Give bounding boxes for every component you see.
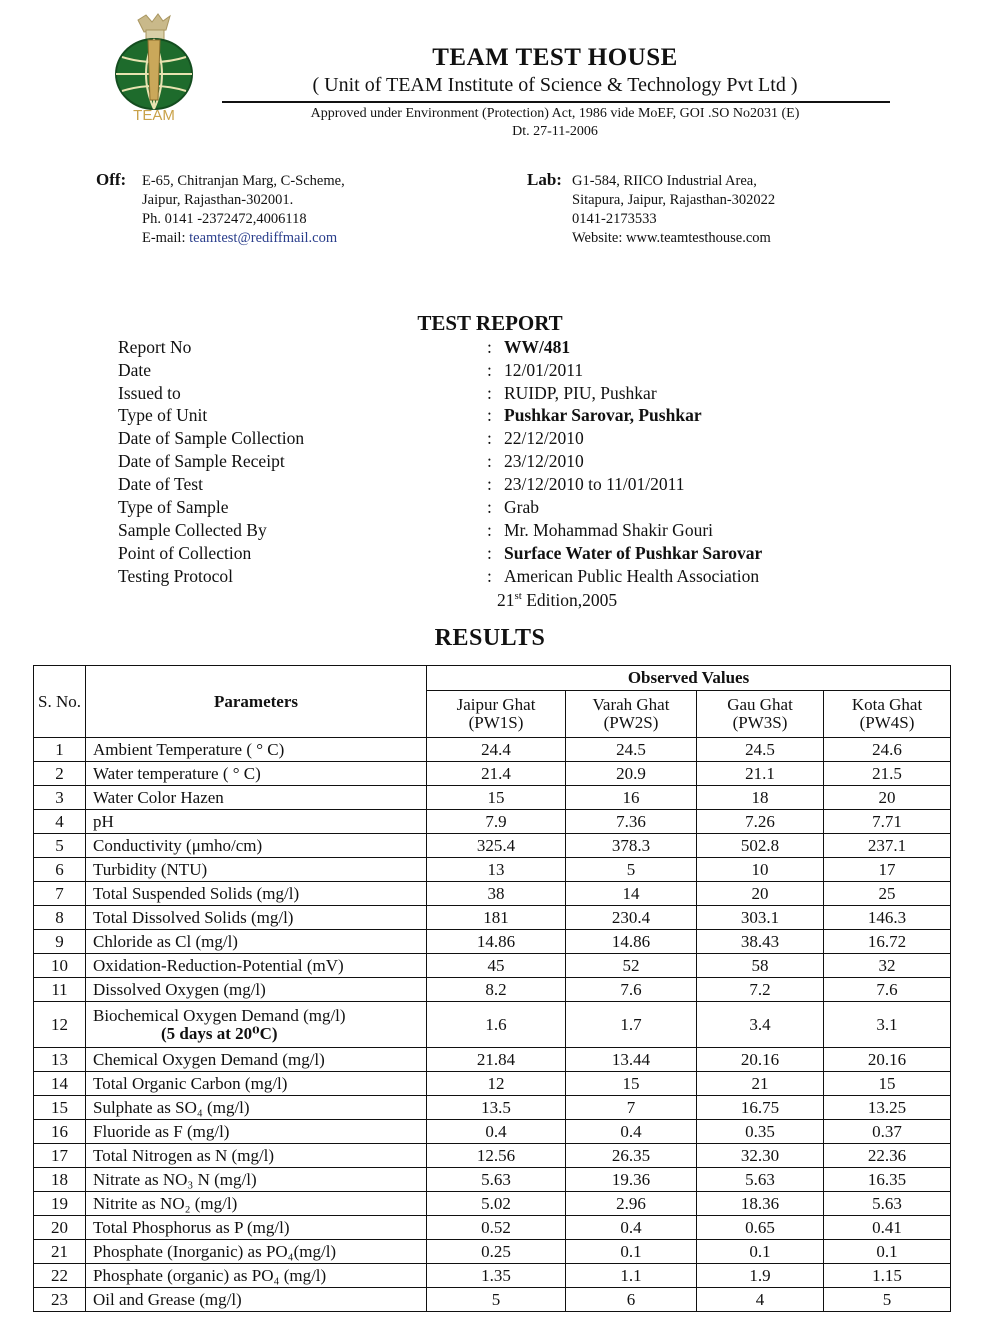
table-row xyxy=(34,1264,951,1288)
table-row xyxy=(34,1072,951,1096)
type-of-unit: Pushkar Sarovar, Pushkar xyxy=(504,405,702,425)
approval-date: Dt. 27-11-2006 xyxy=(512,124,598,139)
field-label: Date of Sample Collection xyxy=(118,428,305,448)
observed-value: 3.4 xyxy=(697,1002,824,1048)
observed-value: 0.52 xyxy=(427,1216,566,1240)
observed-value: 4 xyxy=(697,1288,824,1312)
collection-date: 22/12/2010 xyxy=(504,428,584,448)
observed-value: 21 xyxy=(697,1072,824,1096)
observed-value: 13.5 xyxy=(427,1096,566,1120)
site-name: Gau Ghat xyxy=(727,695,793,714)
field-label: Date of Test xyxy=(118,474,203,494)
row-number: 4 xyxy=(34,810,86,834)
field-colon: : xyxy=(487,497,492,517)
row-number: 18 xyxy=(34,1168,86,1192)
parameter-name: Oxidation-Reduction-Potential (mV) xyxy=(86,954,427,978)
row-number: 10 xyxy=(34,954,86,978)
parameter-name: Sulphate as SO₄ (mg/l) xyxy=(86,1096,427,1120)
table-row xyxy=(34,810,951,834)
site-name: Kota Ghat xyxy=(851,695,923,714)
results-title: RESULTS xyxy=(434,625,546,651)
row-number: 9 xyxy=(34,930,86,954)
table-row xyxy=(34,1216,951,1240)
observed-value: 20 xyxy=(697,882,824,906)
row-number: 1 xyxy=(34,738,86,762)
observed-value: 5 xyxy=(566,858,697,882)
observed-value: 0.4 xyxy=(566,1120,697,1144)
observed-value: 24.4 xyxy=(427,738,566,762)
observed-value: 25 xyxy=(824,882,951,906)
parameter-name: Total Suspended Solids (mg/l) xyxy=(86,882,427,906)
observed-value: 230.4 xyxy=(566,906,697,930)
site-code: (PW4S) xyxy=(859,713,915,732)
org-title: TEAM TEST HOUSE xyxy=(432,44,678,71)
issued-to: RUIDP, PIU, Pushkar xyxy=(504,383,657,403)
field-colon: : xyxy=(487,405,492,425)
svg-text:TEAM: TEAM xyxy=(133,107,175,124)
results-table xyxy=(33,665,951,1312)
observed-value: 15 xyxy=(427,786,566,810)
observed-value: 0.1 xyxy=(824,1240,951,1264)
site-header xyxy=(824,691,951,738)
parameter-name xyxy=(86,1002,427,1048)
email-link[interactable]: teamtest@rediffmail.com xyxy=(189,230,338,246)
observed-value: 38.43 xyxy=(697,930,824,954)
row-number: 14 xyxy=(34,1072,86,1096)
observed-value: 5.63 xyxy=(427,1168,566,1192)
office-line: E-65, Chitranjan Marg, C-Scheme, xyxy=(142,173,345,189)
field-label: Date xyxy=(118,360,152,380)
report-number: WW/481 xyxy=(504,337,571,357)
field-colon: : xyxy=(487,451,492,471)
parameter-name: pH xyxy=(86,810,427,834)
table-row xyxy=(34,858,951,882)
site-code: (PW1S) xyxy=(468,713,524,732)
table-row xyxy=(34,834,951,858)
observed-value: 5.63 xyxy=(824,1192,951,1216)
office-line: Ph. 0141 -2372472,4006118 xyxy=(142,211,307,227)
parameter-line: Biochemical Oxygen Demand (mg/l) xyxy=(93,1005,346,1025)
field-label: Date of Sample Receipt xyxy=(118,451,285,471)
field-label: Testing Protocol xyxy=(118,566,233,586)
row-number: 16 xyxy=(34,1120,86,1144)
row-number: 8 xyxy=(34,906,86,930)
report-title: TEST REPORT xyxy=(417,311,563,335)
table-row xyxy=(34,1002,951,1048)
observed-value: 32.30 xyxy=(697,1144,824,1168)
table-row xyxy=(34,1048,951,1072)
observed-value: 7.26 xyxy=(697,810,824,834)
observed-value: 19.36 xyxy=(566,1168,697,1192)
site-header xyxy=(427,691,566,738)
parameter-name: Ambient Temperature ( ° C) xyxy=(86,738,427,762)
parameter-name: Water Color Hazen xyxy=(86,786,427,810)
observed-value: 5 xyxy=(824,1288,951,1312)
observed-value: 10 xyxy=(697,858,824,882)
observed-value: 1.6 xyxy=(427,1002,566,1048)
observed-value: 1.7 xyxy=(566,1002,697,1048)
observed-value: 5 xyxy=(427,1288,566,1312)
parameter-name: Fluoride as F (mg/l) xyxy=(86,1120,427,1144)
observed-value: 325.4 xyxy=(427,834,566,858)
table-row xyxy=(34,1288,951,1312)
observed-value: 5.02 xyxy=(427,1192,566,1216)
row-number: 15 xyxy=(34,1096,86,1120)
observed-value: 17 xyxy=(824,858,951,882)
row-number: 6 xyxy=(34,858,86,882)
site-code: (PW3S) xyxy=(732,713,788,732)
observed-value: 18 xyxy=(697,786,824,810)
row-number: 21 xyxy=(34,1240,86,1264)
observed-value: 16.72 xyxy=(824,930,951,954)
parameter-name: Chloride as Cl (mg/l) xyxy=(86,930,427,954)
field-colon: : xyxy=(487,428,492,448)
observed-value: 58 xyxy=(697,954,824,978)
observed-value: 0.4 xyxy=(566,1216,697,1240)
observed-value: 20.16 xyxy=(824,1048,951,1072)
observed-value: 1.9 xyxy=(697,1264,824,1288)
row-number: 5 xyxy=(34,834,86,858)
observed-value: 20 xyxy=(824,786,951,810)
parameter-name: Phosphate (organic) as PO₄ (mg/l) xyxy=(86,1264,427,1288)
observed-value: 146.3 xyxy=(824,906,951,930)
parameter-name: Total Nitrogen as N (mg/l) xyxy=(86,1144,427,1168)
lab-label: Lab: xyxy=(527,170,562,189)
office-email-line xyxy=(142,229,345,248)
observed-value: 0.1 xyxy=(566,1240,697,1264)
parameter-name: Chemical Oxygen Demand (mg/l) xyxy=(86,1048,427,1072)
observed-value: 18.36 xyxy=(697,1192,824,1216)
observed-value: 0.1 xyxy=(697,1240,824,1264)
approval-text: Approved under Environment (Protection) Act, 1986 vide MoEF, GOI .SO No2031 (E) xyxy=(310,106,800,121)
parameters-header: Parameters xyxy=(86,666,427,738)
field-label: Type of Sample xyxy=(118,497,229,517)
observed-value: 21.1 xyxy=(697,762,824,786)
observed-value: 26.35 xyxy=(566,1144,697,1168)
edition-rest: Edition,2005 xyxy=(521,590,618,610)
sample-type: Grab xyxy=(504,497,539,517)
field-colon: : xyxy=(487,543,492,563)
observed-value: 2.96 xyxy=(566,1192,697,1216)
email-label: E-mail: xyxy=(142,230,186,246)
observed-value: 6 xyxy=(566,1288,697,1312)
field-colon: : xyxy=(487,566,492,586)
observed-value: 1.15 xyxy=(824,1264,951,1288)
observed-value: 0.35 xyxy=(697,1120,824,1144)
observed-value: 22.36 xyxy=(824,1144,951,1168)
observed-value: 13.44 xyxy=(566,1048,697,1072)
observed-value: 20.9 xyxy=(566,762,697,786)
field-colon: : xyxy=(487,474,492,494)
observed-value: 7.2 xyxy=(697,978,824,1002)
test-dates: 23/12/2010 to 11/01/2011 xyxy=(504,474,685,494)
observed-value: 303.1 xyxy=(697,906,824,930)
observed-value: 0.4 xyxy=(427,1120,566,1144)
table-row xyxy=(34,978,951,1002)
parameter-name: Total Phosphorus as P (mg/l) xyxy=(86,1216,427,1240)
observed-value: 21.4 xyxy=(427,762,566,786)
office-label: Off: xyxy=(96,170,127,189)
observed-value: 14.86 xyxy=(427,930,566,954)
table-row xyxy=(34,906,951,930)
table-row xyxy=(34,930,951,954)
observed-value: 14.86 xyxy=(566,930,697,954)
observed-value: 7.71 xyxy=(824,810,951,834)
field-label: Report No xyxy=(118,337,192,357)
field-label: Point of Collection xyxy=(118,543,252,563)
observed-value: 0.37 xyxy=(824,1120,951,1144)
lab-line: Sitapura, Jaipur, Rajasthan-302022 xyxy=(572,192,776,208)
field-label: Sample Collected By xyxy=(118,520,267,540)
site-header xyxy=(566,691,697,738)
field-label: Type of Unit xyxy=(118,405,208,425)
observed-value: 32 xyxy=(824,954,951,978)
observed-value: 20.16 xyxy=(697,1048,824,1072)
receipt-date: 23/12/2010 xyxy=(504,451,584,471)
observed-value: 13 xyxy=(427,858,566,882)
parameter-name: Conductivity (μmho/cm) xyxy=(86,834,427,858)
edition-suffix: st xyxy=(514,590,522,603)
row-number: 19 xyxy=(34,1192,86,1216)
field-colon: : xyxy=(487,337,492,357)
observed-value: 15 xyxy=(566,1072,697,1096)
parameter-name: Turbidity (NTU) xyxy=(86,858,427,882)
parameter-name: Water temperature ( ° C) xyxy=(86,762,427,786)
table-row xyxy=(34,1192,951,1216)
observed-value: 5.63 xyxy=(697,1168,824,1192)
observed-value: 181 xyxy=(427,906,566,930)
table-row xyxy=(34,1144,951,1168)
table-row xyxy=(34,786,951,810)
observed-values-header: Observed Values xyxy=(427,666,951,691)
observed-value: 16.35 xyxy=(824,1168,951,1192)
observed-value: 502.8 xyxy=(697,834,824,858)
office-line: Jaipur, Rajasthan-302001. xyxy=(142,192,294,208)
parameter-condition: (5 days at 20⁰C) xyxy=(161,1023,278,1043)
observed-value: 24.5 xyxy=(566,738,697,762)
table-row xyxy=(34,1096,951,1120)
field-colon: : xyxy=(487,520,492,540)
table-row xyxy=(34,762,951,786)
observed-value: 16 xyxy=(566,786,697,810)
observed-value: 14 xyxy=(566,882,697,906)
table-row xyxy=(34,1240,951,1264)
observed-value: 378.3 xyxy=(566,834,697,858)
protocol-edition xyxy=(497,590,617,611)
observed-value: 24.5 xyxy=(697,738,824,762)
office-address xyxy=(142,172,345,248)
results-body xyxy=(34,738,951,1312)
observed-value: 12.56 xyxy=(427,1144,566,1168)
parameter-name: Total Organic Carbon (mg/l) xyxy=(86,1072,427,1096)
row-number: 17 xyxy=(34,1144,86,1168)
observed-value: 16.75 xyxy=(697,1096,824,1120)
parameter-name: Oil and Grease (mg/l) xyxy=(86,1288,427,1312)
observed-value: 15 xyxy=(824,1072,951,1096)
field-colon: : xyxy=(487,383,492,403)
site-header xyxy=(697,691,824,738)
observed-value: 21.5 xyxy=(824,762,951,786)
row-number: 13 xyxy=(34,1048,86,1072)
observed-value: 45 xyxy=(427,954,566,978)
site-code: (PW2S) xyxy=(603,713,659,732)
parameter-name: Dissolved Oxygen (mg/l) xyxy=(86,978,427,1002)
observed-value: 21.84 xyxy=(427,1048,566,1072)
parameter-name: Nitrite as NO₂ (mg/l) xyxy=(86,1192,427,1216)
site-name: Varah Ghat xyxy=(592,695,670,714)
testing-protocol: American Public Health Association xyxy=(504,566,760,586)
lab-website: Website: www.teamtesthouse.com xyxy=(572,230,771,246)
observed-value: 7.6 xyxy=(566,978,697,1002)
row-number: 11 xyxy=(34,978,86,1002)
row-number: 23 xyxy=(34,1288,86,1312)
row-number: 20 xyxy=(34,1216,86,1240)
observed-value: 7.6 xyxy=(824,978,951,1002)
header-rule xyxy=(222,101,890,103)
observed-value: 7.36 xyxy=(566,810,697,834)
lab-line: G1-584, RIICO Industrial Area, xyxy=(572,173,757,189)
observed-value: 7.9 xyxy=(427,810,566,834)
row-number: 3 xyxy=(34,786,86,810)
edition-number: 21 xyxy=(497,590,515,610)
observed-value: 12 xyxy=(427,1072,566,1096)
observed-value: 7 xyxy=(566,1096,697,1120)
parameter-name: Total Dissolved Solids (mg/l) xyxy=(86,906,427,930)
row-number: 22 xyxy=(34,1264,86,1288)
table-row xyxy=(34,1168,951,1192)
collection-point: Surface Water of Pushkar Sarovar xyxy=(504,543,763,563)
observed-value: 237.1 xyxy=(824,834,951,858)
parameter-name: Nitrate as NO₃ N (mg/l) xyxy=(86,1168,427,1192)
org-subtitle: ( Unit of TEAM Institute of Science & Technology Pvt Ltd ) xyxy=(312,74,798,96)
sno-header: S. No. xyxy=(34,666,86,738)
lab-address xyxy=(572,172,775,248)
observed-value: 38 xyxy=(427,882,566,906)
observed-value: 0.25 xyxy=(427,1240,566,1264)
observed-value: 0.65 xyxy=(697,1216,824,1240)
collected-by: Mr. Mohammad Shakir Gouri xyxy=(504,520,714,540)
observed-value: 3.1 xyxy=(824,1002,951,1048)
observed-value: 13.25 xyxy=(824,1096,951,1120)
observed-value: 0.41 xyxy=(824,1216,951,1240)
table-row xyxy=(34,738,951,762)
row-number: 12 xyxy=(34,1002,86,1048)
field-label: Issued to xyxy=(118,383,181,403)
table-row xyxy=(34,1120,951,1144)
observed-value: 1.35 xyxy=(427,1264,566,1288)
report-date: 12/01/2011 xyxy=(504,360,584,380)
lab-line: 0141-2173533 xyxy=(572,211,657,227)
table-row xyxy=(34,954,951,978)
observed-value: 52 xyxy=(566,954,697,978)
table-row xyxy=(34,882,951,906)
observed-value: 8.2 xyxy=(427,978,566,1002)
row-number: 7 xyxy=(34,882,86,906)
field-colon: : xyxy=(487,360,492,380)
parameter-name: Phosphate (Inorganic) as PO₄(mg/l) xyxy=(86,1240,427,1264)
row-number: 2 xyxy=(34,762,86,786)
observed-value: 24.6 xyxy=(824,738,951,762)
observed-value: 1.1 xyxy=(566,1264,697,1288)
site-name: Jaipur Ghat xyxy=(456,695,536,714)
